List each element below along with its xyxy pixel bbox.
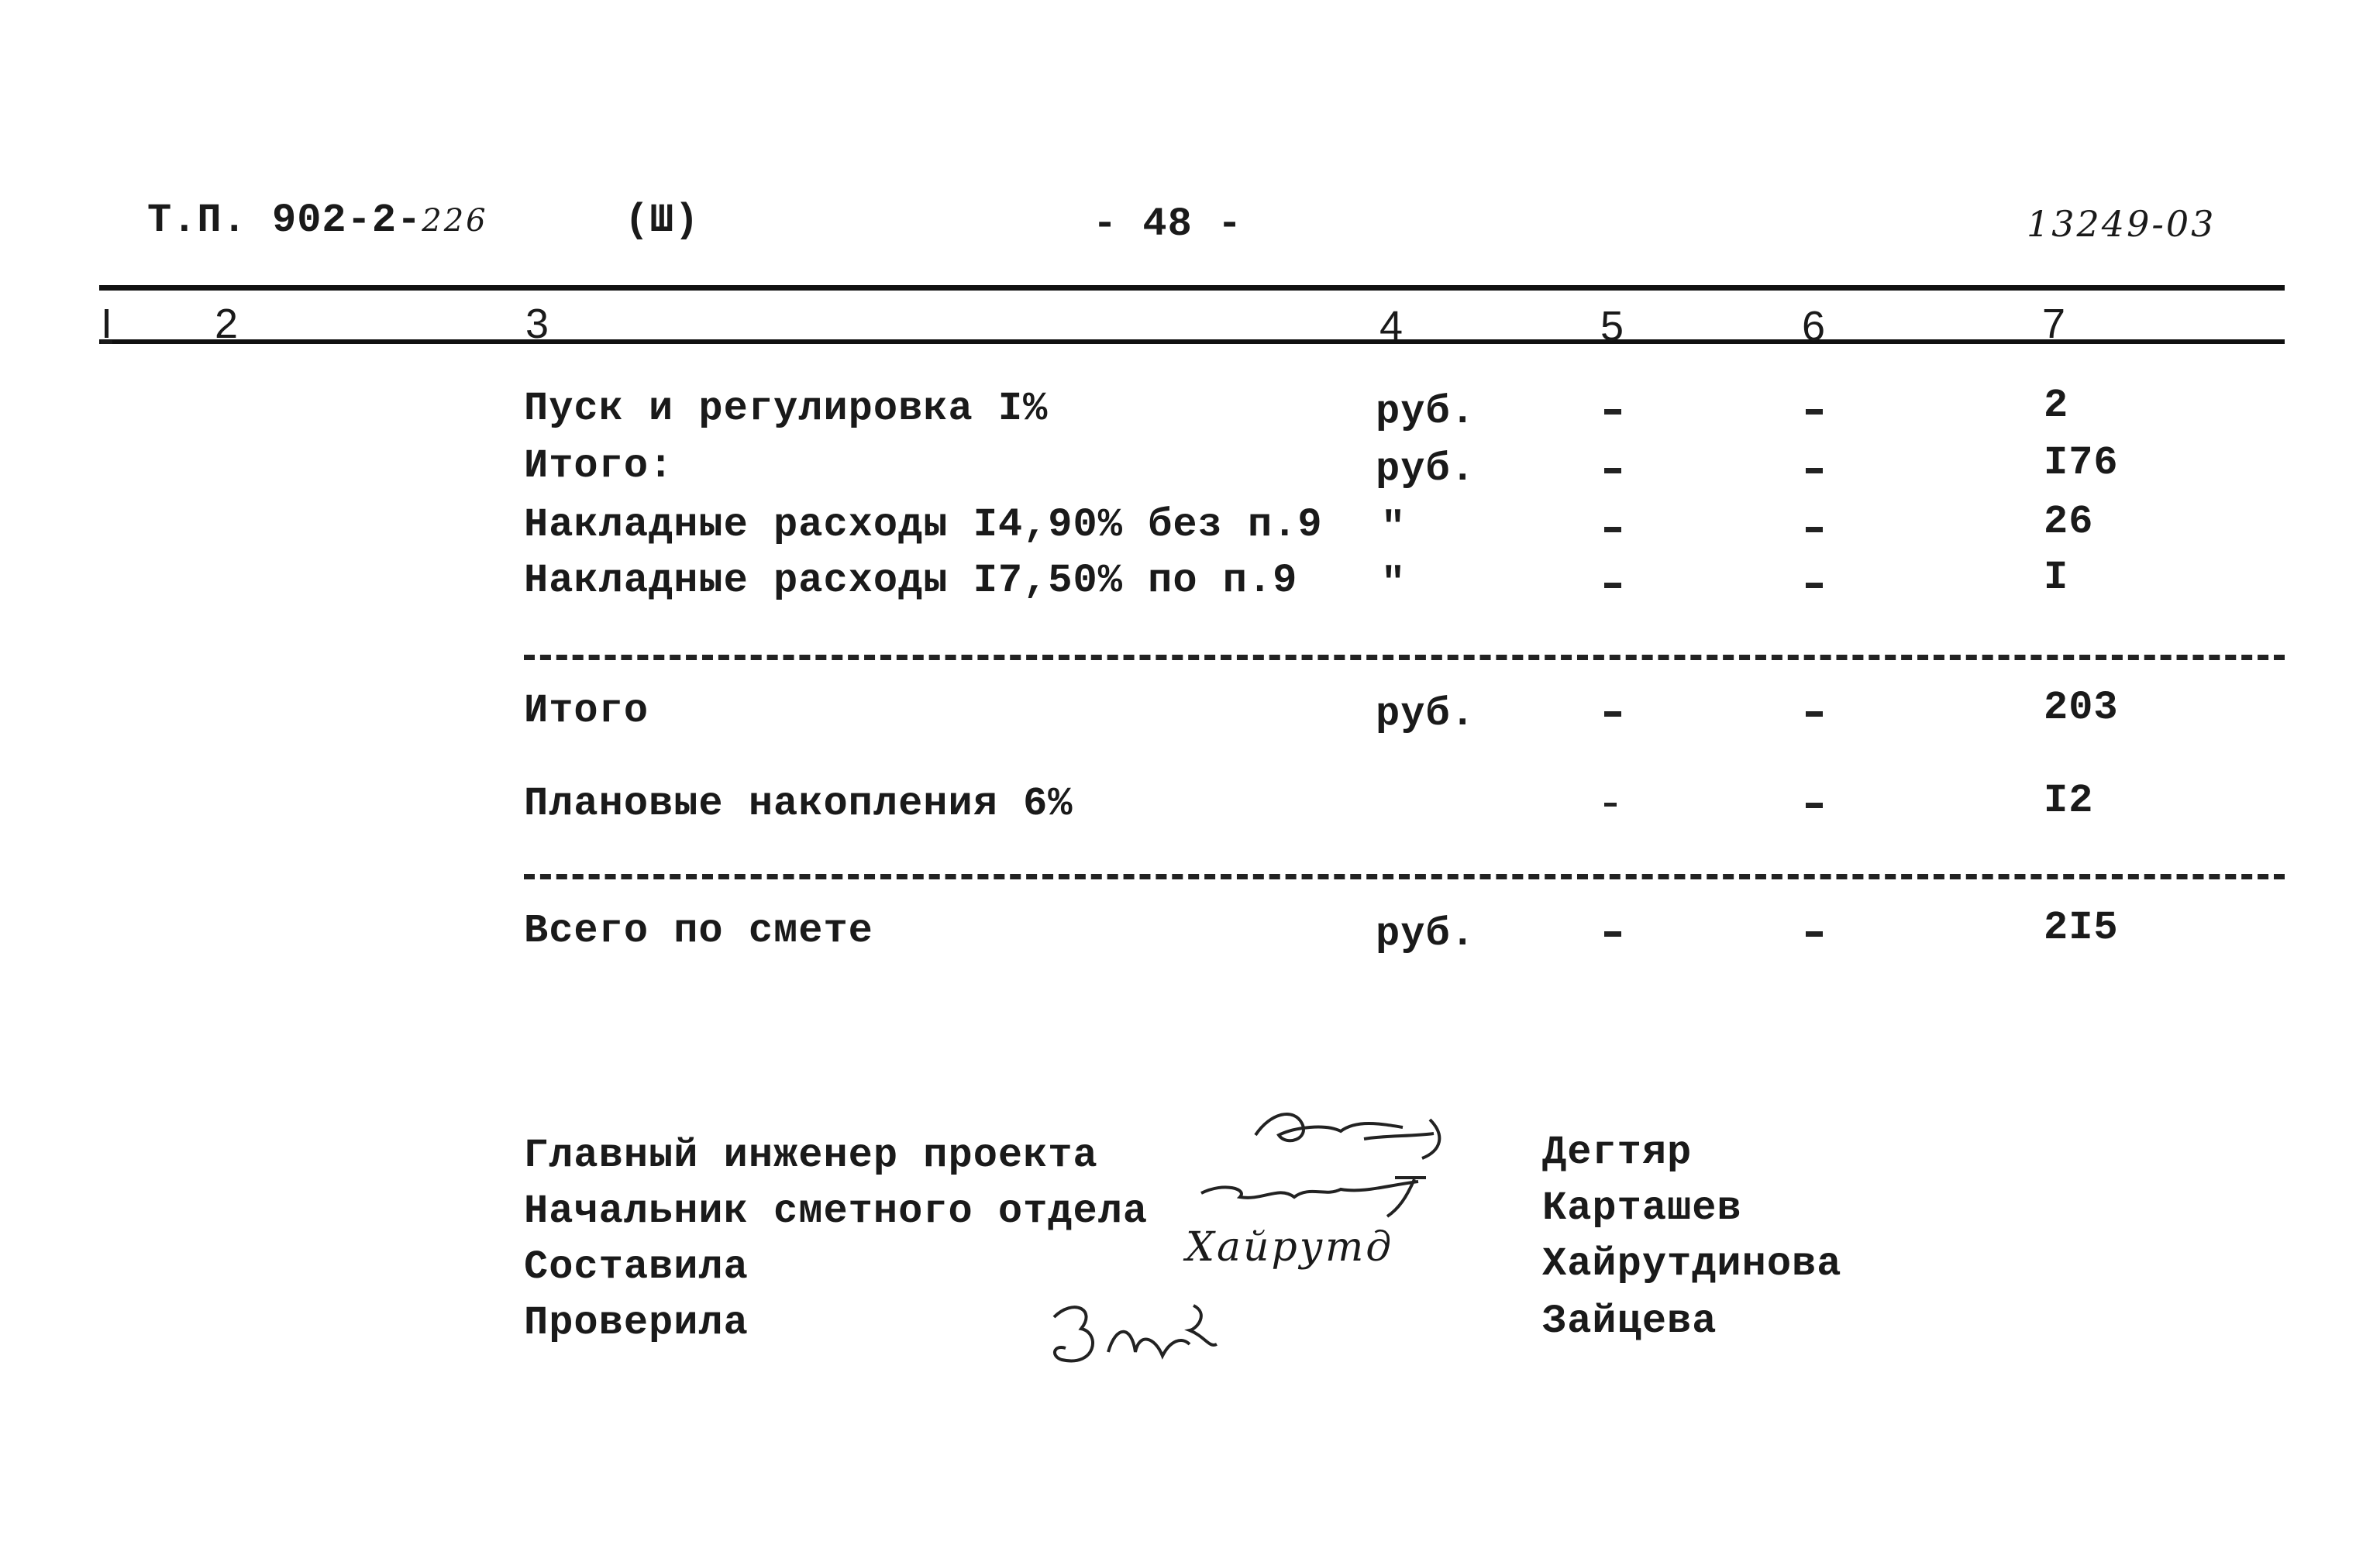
subtotal-dash-c6 <box>1806 711 1823 717</box>
row-total: 2 <box>2044 383 2069 428</box>
row-unit: " <box>1381 505 1407 551</box>
subtotal-dash-c5 <box>1604 711 1621 717</box>
row-name: Пуск и регулировка I% <box>524 386 1049 432</box>
dashed-separator <box>524 655 2285 660</box>
col-header-3: 3 <box>525 301 549 347</box>
grand-total-name: Всего по смете <box>524 908 873 954</box>
col-header-7: 7 <box>2042 301 2066 347</box>
row-unit: руб. <box>1376 446 1476 492</box>
row-dash-c6 <box>1806 468 1823 473</box>
signature-degtyar <box>1224 1104 1457 1166</box>
signature-zaitseva <box>1038 1282 1255 1383</box>
row-unit: " <box>1381 561 1407 607</box>
signature-kartashev <box>1193 1162 1449 1224</box>
col-header-2: 2 <box>215 301 239 347</box>
row-dash-c5 <box>1604 468 1621 473</box>
doc-code-handwritten: 226 <box>422 203 488 239</box>
signature-role: Начальник сметного отдела <box>524 1189 1149 1234</box>
grand-total-dash-c5 <box>1604 931 1621 937</box>
signature-name: Карташев <box>1542 1185 1742 1231</box>
row-unit: руб. <box>1376 389 1476 435</box>
row-dash-c6 <box>1806 527 1823 532</box>
row-name: Накладные расходы I4,90% без п.9 <box>524 502 1323 548</box>
subtotal-name: Итого <box>524 688 649 734</box>
subtotal-total: 203 <box>2044 685 2119 731</box>
col-header-6: 6 <box>1802 303 1826 349</box>
volume-label: (Ш) <box>625 198 700 243</box>
col-header-4: 4 <box>1379 303 1404 349</box>
row-dash-c5 <box>1604 409 1621 415</box>
signature-role: Главный инженер проекта <box>524 1133 1098 1178</box>
row-total: I <box>2044 555 2069 600</box>
page-number: - 48 - <box>1093 201 1243 247</box>
planned-dash-c6 <box>1806 803 1823 808</box>
signature-name: Хайрутдинова <box>1542 1241 1842 1287</box>
grand-total-total: 2I5 <box>2044 905 2119 951</box>
row-dash-c5 <box>1604 527 1621 532</box>
dashed-separator <box>524 874 2285 879</box>
col-header-1: I <box>101 301 113 347</box>
archive-number: 13249-03 <box>2027 203 2216 245</box>
header-rule-top <box>99 285 2285 291</box>
doc-code: Т.П. 902-2-226 <box>147 198 488 243</box>
planned-dash-c5 <box>1604 803 1617 807</box>
signature-role: Составила <box>524 1244 749 1290</box>
row-total: 26 <box>2044 499 2094 545</box>
row-name: Накладные расходы I7,50% по п.9 <box>524 558 1298 604</box>
header-rule-bottom <box>99 339 2285 344</box>
subtotal-unit: руб. <box>1376 691 1476 737</box>
col-header-5: 5 <box>1600 303 1624 349</box>
signature-name: Зайцева <box>1542 1299 1717 1344</box>
row-name: Итого: <box>524 443 674 489</box>
row-dash-c5 <box>1604 583 1621 588</box>
planned-name: Плановые накопления 6% <box>524 781 1073 827</box>
signature-name: Дегтяр <box>1542 1130 1693 1175</box>
signature-role: Проверила <box>524 1300 749 1346</box>
planned-total: I2 <box>2044 778 2094 824</box>
signature-khairutdinova: Хайрутд <box>1186 1224 1394 1271</box>
grand-total-unit: руб. <box>1376 911 1476 957</box>
row-total: I76 <box>2044 440 2119 486</box>
grand-total-dash-c6 <box>1806 931 1823 937</box>
row-dash-c6 <box>1806 583 1823 588</box>
row-dash-c6 <box>1806 409 1823 415</box>
